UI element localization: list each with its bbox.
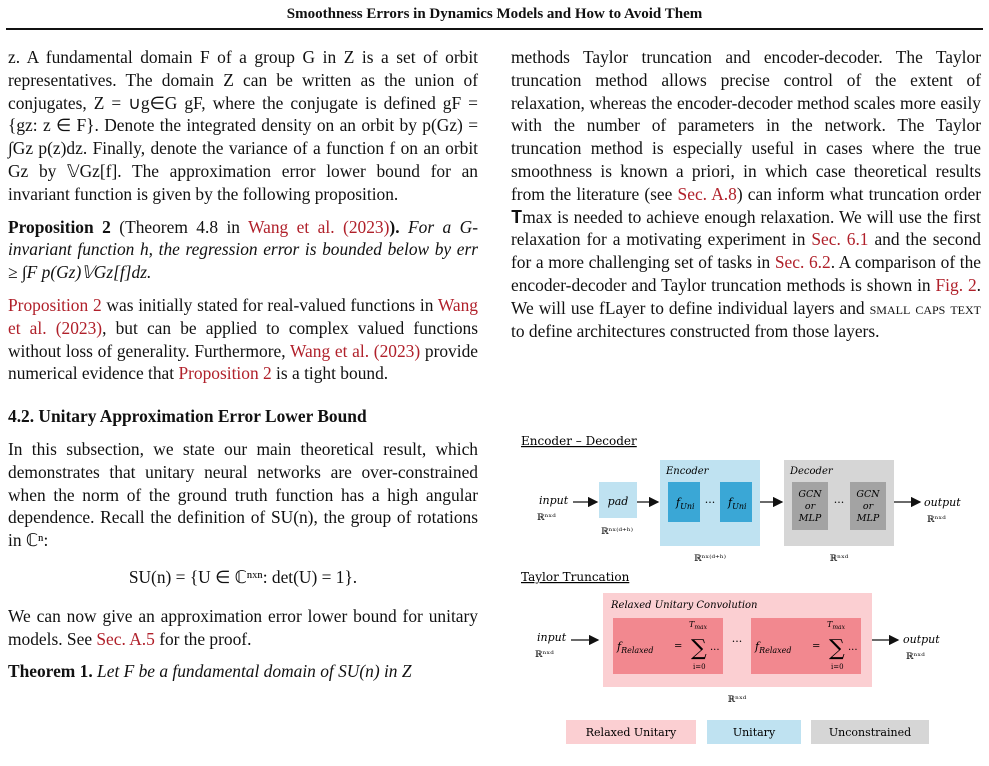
taylor-title: Taylor Truncation [521,570,630,584]
text-span: . A comparison of the encoder-decoder and Taylor truncation methods is shown in [511,252,981,295]
figure-2-diagram [511,430,981,766]
legend-unitary-label: Unitary [732,726,776,739]
section-6-2-link[interactable]: Sec. 6.2 [774,252,831,273]
decoder-label: Decoder [790,466,833,477]
text-span: and the second for a more challenging set of tasks in [511,229,981,273]
sum-upper-limit: $T_{max}$ [827,620,845,631]
text-span: for the proof. [154,628,252,649]
paragraph-relaxation-methods [511,46,981,342]
text-span: was initially stated for real-valued functions in [101,294,438,315]
output-label: output [924,496,961,509]
equals-sign: = [812,641,821,652]
output-dim: ℝⁿˣᵈ [906,652,925,662]
f-relaxed-label-2: $f_{Relaxed}$ [755,640,792,655]
input-label: input [539,494,569,507]
legend-unconstrained-label: Unconstrained [828,726,912,739]
paragraph-proposition-note [8,294,478,385]
citation-year-link[interactable]: (2023) [55,317,103,338]
section-a8-link[interactable]: Sec. A.8 [677,183,737,204]
encoder-dim: ℝⁿˣ⁽ᵈ⁺ʰ⁾ [694,554,726,564]
proposition-body: For a G-invariant function h, the regression error is bounded below by err ≥ ∫F p(Gz)𝕍Gz[f]dz. [8,216,479,283]
small-caps-text: small caps text [869,297,982,318]
sum-symbol: ∑ [691,636,707,661]
encoder-label: Encoder [666,466,709,477]
citation-wang-link[interactable]: Wang et al. [8,294,478,338]
section-heading: 4.2. Unitary Approximation Error Lower Bound [8,406,367,427]
text-span: , but can be applied to complex valued functions without loss of generality. Furthermore, [8,317,478,361]
section-6-1-link[interactable]: Sec. 6.1 [811,229,869,250]
text-span: We can now give an approximation error lower bound for unitary models. See [8,605,478,649]
sum-lower-limit: i=0 [831,663,844,671]
text-span: . We will use fLayer to define individual layers and [511,274,982,318]
section-a5-link[interactable]: Sec. A.5 [96,628,155,649]
sum-symbol: ∑ [829,636,845,661]
enc-dec-title: Encoder – Decoder [521,434,637,448]
right-column [511,46,981,352]
paragraph-bound-intro [8,605,478,651]
text-span: ) can inform what truncation order 𝐓max is needed to achieve enough relaxation. We will use the first relaxation for a motivating experiment in [511,183,981,250]
theorem-body: Let F be a fundamental domain of SU(n) in Z [97,661,412,682]
encoder-dots: ··· [704,496,716,509]
sum-dots: ... [848,642,858,653]
proposition-title: Proposition 2 [8,216,111,237]
paragraph-subsection-intro: In this subsection, we state our main theoretical result, which demonstrates that unitary neural networks are over-constrained when the norm of the ground truth function has a high angular dependence. Recall the definition of SU(n), the group of rotations in ℂⁿ: [8,438,478,551]
text-span: is a tight bound. [271,363,389,384]
citation-year-link[interactable]: (2023) [343,216,390,237]
proposition-paren-pre: (Theorem 4.8 in [119,216,249,237]
gcn-mlp: MLP [798,513,822,524]
sum-upper-limit: $T_{max}$ [689,620,707,631]
f-relaxed-label-1: $f_{Relaxed}$ [617,640,654,655]
theorem-1 [8,660,478,683]
figure-2-link[interactable]: Fig. 2 [935,274,977,295]
proposition-paren-post: ). [389,216,400,237]
input-label: input [537,631,567,644]
header-rule [6,28,983,30]
output-dim: ℝⁿˣᵈ [927,515,946,525]
gcn-label: GCN [798,489,822,500]
decoder-dim: ℝⁿˣᵈ [829,554,849,564]
decoder-dots: ··· [833,496,845,509]
running-header: Smoothness Errors in Dynamics Models and How to Avoid Them [286,6,703,22]
legend-relaxed-unitary-label: Relaxed Unitary [585,726,677,739]
text-span: to define architectures constructed from those layers. [511,320,880,341]
figure-2 [511,430,981,766]
relaxed-dim: ℝⁿˣᵈ [727,695,747,705]
proposition-2-link[interactable]: Proposition 2 [8,294,102,315]
sum-lower-limit: i=0 [693,663,706,671]
paragraph-fundamental-domain: z. A fundamental domain F of a group G in Z is a set of orbit representatives. The domain Z can be written as the union of conjugates, Z = ∪g∈G gF, where the conjugate is defined gF = {gz: z ∈ F}. Denote the integrated density on an orbit by p(Gz) = ∫Gz p(z)dz. Finally, denote the variance of a function f on an orbit Gz by 𝕍Gz[f]. The approximation error lower bound for an invariant function is given by the following proposition. [8,47,478,204]
theorem-title: Theorem 1. [8,661,93,682]
citation-year-link[interactable]: (2023) [373,340,421,361]
citation-wang-link[interactable]: Wang et al. [248,216,335,237]
gcn-label: GCN [856,489,880,500]
proposition-2 [8,216,478,284]
proposition-2-link[interactable]: Proposition 2 [178,363,272,384]
gcn-mlp: MLP [856,513,880,524]
input-dim: ℝⁿˣᵈ [537,513,556,523]
equals-sign: = [674,641,683,652]
display-equation: SU(n) = {U ∈ ℂⁿˣⁿ: det(U) = 1}. [128,566,358,587]
text-span: provide numerical evidence that [8,340,479,384]
f-uni-label-2: $f_{Uni}$ [728,496,747,511]
input-dim: ℝⁿˣᵈ [535,650,554,660]
gcn-or: or [862,501,874,512]
pad-dim: ℝⁿˣ⁽ᵈ⁺ʰ⁾ [601,527,633,537]
pad-label: pad [607,495,629,508]
output-label: output [903,633,940,646]
relaxed-dots: ··· [731,635,743,648]
text-span: methods Taylor truncation and encoder-decoder. The Taylor truncation method allows precise control of the extent of relaxation, whereas the encoder-decoder method scales more easily with the number of parameters in the network. The Taylor truncation method is especially useful in cases where the true smoothness is known a priori, in which case theoretical results from the literature (see [511,47,981,204]
f-uni-label-1: $f_{Uni}$ [676,496,695,511]
citation-wang-link[interactable]: Wang et al. [290,340,370,361]
sum-dots: ... [710,642,720,653]
gcn-or: or [804,501,816,512]
relaxed-unitary-label: Relaxed Unitary Convolution [611,600,758,611]
left-column [8,46,478,693]
